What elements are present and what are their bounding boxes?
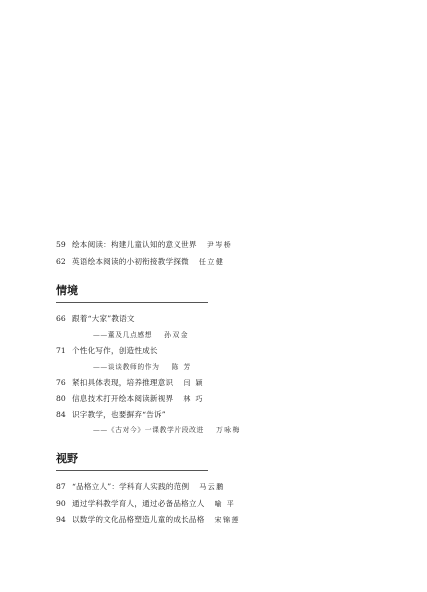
entry-subtitle: ——谈谈教师的作为: [93, 363, 160, 371]
entry-author: 宋锦莲: [214, 516, 240, 524]
toc-entry[interactable]: [56, 378, 204, 388]
entry-title: 个性化写作，创造性成长: [72, 346, 158, 355]
page-number: 87: [56, 482, 66, 491]
page-number: 59: [56, 240, 66, 249]
toc-entry[interactable]: [56, 515, 240, 525]
toc-subentry: [93, 425, 241, 435]
entry-author: 陈 芳: [171, 363, 192, 371]
page-number: 80: [56, 394, 66, 403]
section-divider: [56, 302, 208, 303]
entry-author: 尹岑桥: [206, 241, 233, 249]
toc-entry[interactable]: [56, 257, 224, 267]
toc-entry[interactable]: [56, 240, 232, 250]
entry-title: 跟着“大家”教语文: [72, 314, 135, 323]
toc-entry[interactable]: [56, 394, 204, 404]
page-number: 66: [56, 314, 66, 323]
entry-title: 英语绘本阅读的小初衔接教学探微: [72, 257, 189, 266]
entry-title: 以数学的文化品格塑造儿童的成长品格: [72, 515, 205, 524]
entry-title: 紧扣具体表现，培养推理意识: [72, 378, 174, 387]
page-number: 90: [56, 499, 66, 508]
toc-entry[interactable]: [56, 482, 225, 492]
entry-author: 喻 平: [214, 500, 236, 508]
entry-title: 通过学科教学育人，通过必备品格立人: [72, 499, 205, 508]
entry-title: 识字教学，也要摒弃“告诉”: [72, 410, 166, 419]
toc-entry[interactable]: [56, 346, 158, 356]
entry-author: 任立健: [198, 258, 225, 266]
entry-subtitle: ——董及几点感想: [93, 331, 153, 339]
section-title-qingjing: 情境: [56, 284, 78, 297]
toc-subentry: [93, 330, 189, 340]
entry-title: 绘本阅读：构建儿童认知的意义世界: [72, 240, 197, 249]
entry-author: 万咏梅: [215, 426, 241, 434]
section-divider: [56, 470, 208, 471]
page-number: 71: [56, 346, 66, 355]
entry-title: “品格立人”：学科育人实践的范例: [72, 482, 190, 491]
page-number: 84: [56, 410, 66, 419]
entry-author: 闫 颖: [183, 379, 205, 387]
entry-subtitle: ——《古对今》一课教学片段改进: [93, 426, 204, 434]
toc-entry[interactable]: [56, 410, 166, 420]
page-number: 76: [56, 378, 66, 387]
section-title-shiye: 视野: [56, 452, 78, 465]
page-number: 62: [56, 257, 66, 266]
entry-title: 信息技术打开绘本阅读新视界: [72, 394, 174, 403]
page-number: 94: [56, 515, 66, 524]
toc-subentry: [93, 362, 192, 372]
entry-author: 孙双金: [164, 331, 190, 339]
entry-author: 马云鹏: [199, 483, 225, 491]
toc-entry[interactable]: [56, 499, 235, 509]
toc-entry[interactable]: [56, 314, 135, 324]
entry-author: 林 巧: [183, 395, 205, 403]
